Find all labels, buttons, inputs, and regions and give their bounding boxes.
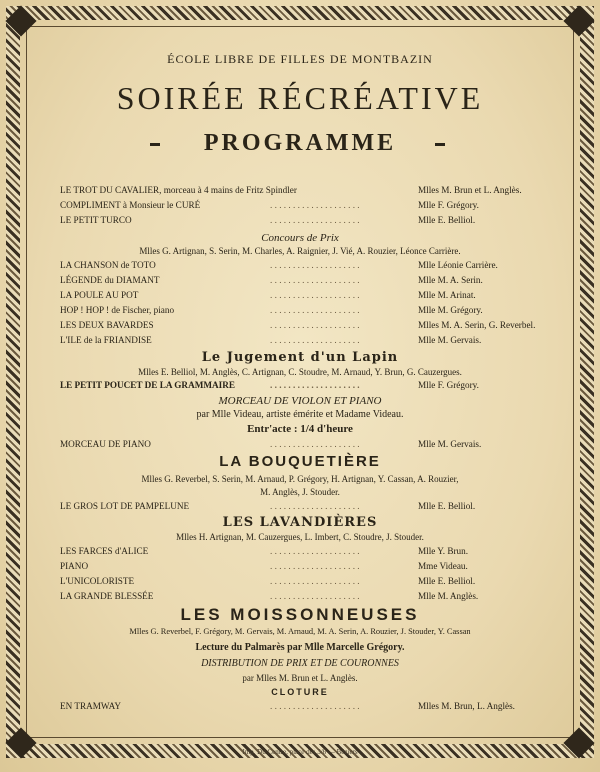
distribution: DISTRIBUTION DE PRIX ET DE COURONNES — [201, 658, 399, 669]
programme-heading: PROGRAMME — [203, 130, 397, 156]
programme-content: ÉCOLE LIBRE DE FILLES DE MONTBAZIN SOIRÉE RÉCRÉATIVE ▬ PROGRAMME ▬ LE TROT DU CAVALIER, morceau à 4 mains de Fritz Spindler Mlles M. Brun et L. Anglès. COMPLIMENT à Monsieur le CURÉ . . . . . . . . . . . . . . . . . . . . Mlle F. Grégory. LE PETIT TURCO . . . . . . . . . . . . . . . . . . . . Mlle E. Belliol. Concours de Prix Mlles G. Artignan, S. Serin, M. Charles, A. Raignier, J. Vié, A. Rouzier, Léonce Carrière. LA CHANSON de TOTO . . . . . . . . . . . . . . . . . . . . Mlle Léonie Carrière. LÉGENDE du DIAMANT . . . . . . . . . . . . . . . . . . . . Mlle M. A. Serin. LA POULE AU POT . . . . . . . . . . . . . . . . . . . . Mlle M. Arinat. HOP ! HOP ! de Fischer, piano . . . . . . . . . . . . . . . . . . . . Mlle M. Grégory. LES DEUX BAVARDES . . . . . . . . . . . . . . . . . . . . Mlles M. A. Serin, G. Reverbel. L'ILE de la FRIANDISE . . . . . . . . . . . . . . . . . . . . Mlle M. Gervais. Le Jugement d'un Lapin Mlles E. Belliol, M. Anglès, C. Artignan, C. Stoudre, M. Arnaud, Y. Brun, G. Cauzergues. LE PETIT POUCET DE LA GRAMMAIRE . . . . . . . . . . . . . . . . . . . . Mlle F. Grégory. MORCEAU DE VIOLON ET PIANO par Mlle Videau, artiste émérite et Madame Videau. Entr'acte : 1/4 d'heure MORCEAU DE PIANO . . . . . . . . . . . . . . . . . . . . Mlle M. Gervais. LA BOUQUETIÈRE Mlles G. Reverbel, S. Serin, M. Arnaud, P. Grégory, H. Artignan, Y. Cassan, A. Rouzier, M. Anglès, J. Stouder. LE GROS LOT DE PAMPELUNE . . . . . . . . . . . . . . . . . . . . Mlle E. Belliol. LES LAVANDIÈRES Mlles H. Artignan, M. Cauzergues, L. Imbert, C. Stoudre, J. Stouder. LES FARCES d'ALICE . . . . . . . . . . . . . . . . . . . . Mlle Y. Brun. PIANO . . . . . . . . . . . . . . . . . . . . Mme Videau. L'UNICOLORISTE . . . . . . . . . . . . . . . . . . . . Mlle E. Belliol. LA GRANDE BLESSÉE . . . . . . . . . . . . . . . . . . . . Mlle M. Anglès. LES MOISSONNEUSES Mlles G. Reverbel, F. Grégory, M. Gervais, M. Arnaud, M. A. Serin, A. Rouzier, J. Stouder, Y. Cassan Lecture du Palmarès par Mlle Marcelle Grégory. DISTRIBUTION DE PRIX ET DE COURONNES par Mlles M. Brun et L. Anglès. CLOTURE EN TRAMWAY . . . . . . . . . . . . . . . . . . . . Mlles M. Brun, L. Anglès. — [50, 40, 550, 750]
violon-performers: par Mlle Videau, artiste émérite et Madame Videau. — [196, 409, 404, 420]
ornament-icon: ▬ — [150, 138, 160, 149]
section-violon: MORCEAU DE VIOLON ET PIANO — [218, 395, 382, 407]
page-title: SOIRÉE RÉCRÉATIVE — [116, 80, 484, 116]
section-lavandieres: LES LAVANDIÈRES — [222, 515, 378, 530]
printer-imprint: Imp. Du Centre, place des 3/6 — Béziers — [242, 748, 358, 756]
cast-list: Mlles G. Reverbel, F. Grégory, M. Gervais, M. Arnaud, M. A. Serin, A. Rouzier, J. Stouder, Y. Cassan — [129, 627, 471, 636]
palmares: Lecture du Palmarès par Mlle Marcelle Grégory. — [195, 642, 405, 653]
entracte: Entr'acte : 1/4 d'heure — [247, 423, 353, 435]
ornament-icon: ▬ — [435, 138, 445, 149]
cast-list: Mlles G. Artignan, S. Serin, M. Charles, A. Raignier, J. Vié, A. Rouzier, Léonce Carrière. — [139, 246, 461, 256]
section-bouquetiere: LA BOUQUETIÈRE — [219, 453, 381, 470]
cast-list: Mlles E. Belliol, M. Anglès, C. Artignan, C. Stoudre, M. Arnaud, Y. Brun, G. Cauzergues. — [138, 367, 462, 377]
distribution-by: par Mlles M. Brun et L. Anglès. — [242, 673, 358, 683]
cast-list: Mlles G. Reverbel, S. Serin, M. Arnaud, P. Grégory, H. Artignan, Y. Cassan, A. Rouzier, — [141, 474, 459, 484]
section-moissonneuses: LES MOISSONNEUSES — [180, 605, 420, 624]
cast-list: M. Anglès, J. Stouder. — [260, 487, 340, 497]
section-jugement: Le Jugement d'un Lapin — [201, 350, 399, 365]
section-concours: Concours de Prix — [261, 232, 339, 244]
cast-list: Mlles H. Artignan, M. Cauzergues, L. Imbert, C. Stoudre, J. Stouder. — [176, 532, 424, 542]
school-name: ÉCOLE LIBRE DE FILLES DE MONTBAZIN — [167, 52, 433, 66]
cloture: CLOTURE — [271, 687, 329, 697]
